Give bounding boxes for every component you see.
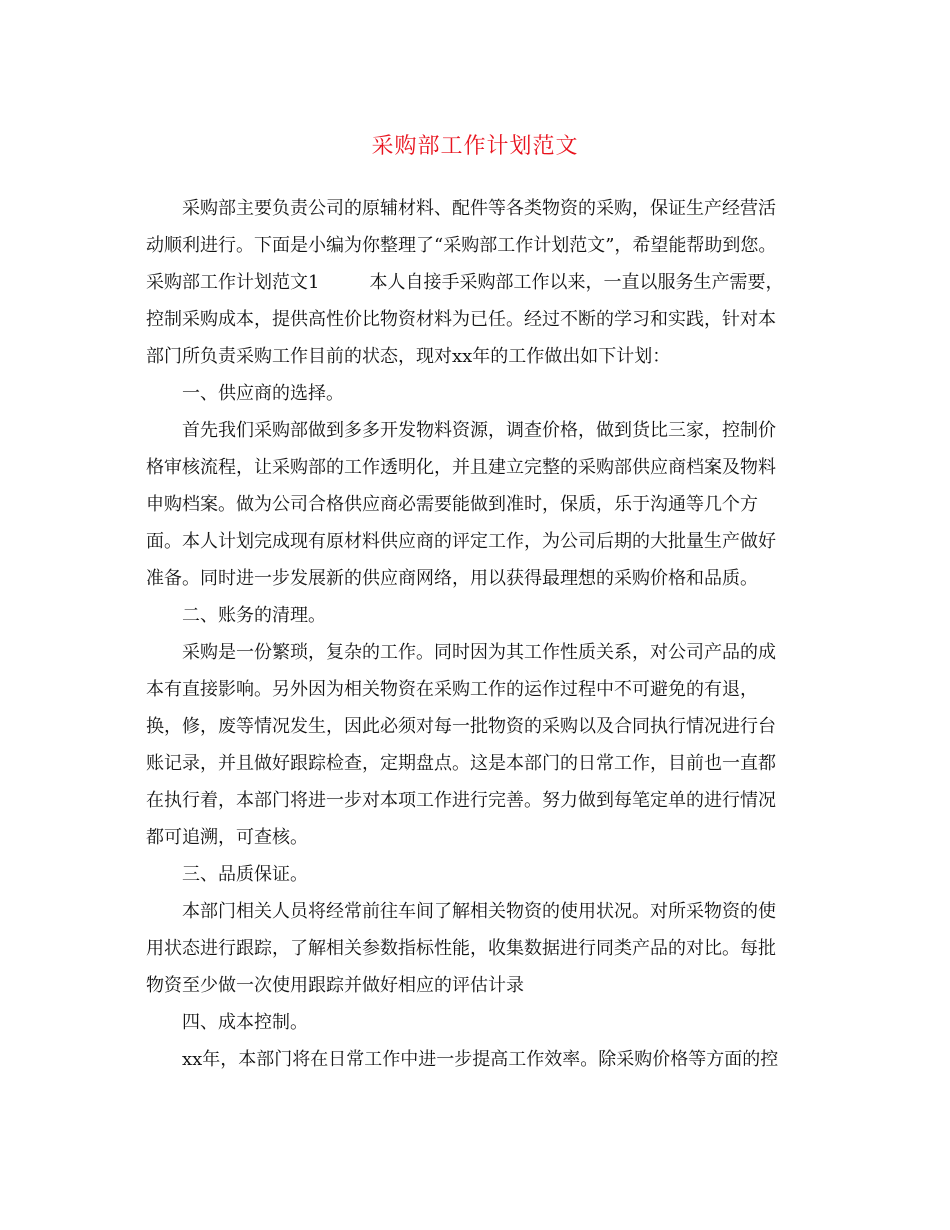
- paragraph-line: 本部门相关人员将经常前往车间了解相关物资的使用状况。对所采物资的使: [182, 901, 776, 922]
- section-heading: 三、品质保证。: [182, 864, 308, 885]
- paragraph-line: 都可追溯，可查核。: [146, 827, 308, 848]
- paragraph-line: 本有直接影响。另外因为相关物资在采购工作的运作过程中不可避免的有退，: [146, 679, 758, 700]
- paragraph-line: 账记录，并且做好跟踪检查，定期盘点。这是本部门的日常工作，目前也一直都: [146, 753, 776, 774]
- paragraph-line: [146, 264, 806, 301]
- section-heading: 一、供应商的选择。: [182, 383, 344, 404]
- paragraph-line: 动顺利进行。下面是小编为你整理了“采购部工作计划范文”，希望能帮助到您。: [146, 235, 777, 256]
- paragraph-line: 采购部主要负责公司的原辅材料、配件等各类物资的采购，保证生产经营活: [182, 198, 776, 219]
- paragraph-text: 本人自接手采购部工作以来，一直以服务生产需要，: [369, 272, 784, 293]
- paragraph-line: 控制采购成本，提供高性价比物资材料为已任。经过不断的学习和实践，针对本: [146, 309, 776, 330]
- section-heading: 二、账务的清理。: [182, 605, 326, 626]
- paragraph-line: 申购档案。做为公司合格供应商必需要能做到准时，保质，乐于沟通等几个方: [146, 494, 758, 515]
- paragraph-line: 换，修，废等情况发生，因此必须对每一批物资的采购以及合同执行情况进行台: [146, 716, 776, 737]
- section-heading: 采购部工作计划范文1: [146, 272, 320, 293]
- paragraph-line: 物资至少做一次使用跟踪并做好相应的评估计录: [146, 975, 524, 996]
- paragraph-line: 在执行着，本部门将进一步对本项工作进行完善。努力做到每笔定单的进行情况: [146, 790, 776, 811]
- paragraph-line: 部门所负责采购工作目前的状态，现对xx年的工作做出如下计划：: [146, 346, 671, 367]
- paragraph-line: 准备。同时进一步发展新的供应商网络，用以获得最理想的采购价格和品质。: [146, 568, 758, 589]
- paragraph-line: 采购是一份繁琐，复杂的工作。同时因为其工作性质关系，对公司产品的成: [182, 642, 776, 663]
- document-body: [146, 190, 806, 1078]
- paragraph-line: 用状态进行跟踪，了解相关参数指标性能，收集数据进行同类产品的对比。每批: [146, 938, 776, 959]
- paragraph-line: 面。本人计划完成现有原材料供应商的评定工作，为公司后期的大批量生产做好: [146, 531, 776, 552]
- document-title: 采购部工作计划范文: [371, 134, 579, 159]
- section-heading: 四、成本控制。: [182, 1012, 308, 1033]
- paragraph-line: xx年，本部门将在日常工作中进一步提高工作效率。除采购价格等方面的控: [182, 1049, 779, 1070]
- paragraph-line: 首先我们采购部做到多多开发物料资源，调查价格，做到货比三家，控制价: [182, 420, 776, 441]
- paragraph-line: 格审核流程，让采购部的工作透明化，并且建立完整的采购部供应商档案及物料: [146, 457, 776, 478]
